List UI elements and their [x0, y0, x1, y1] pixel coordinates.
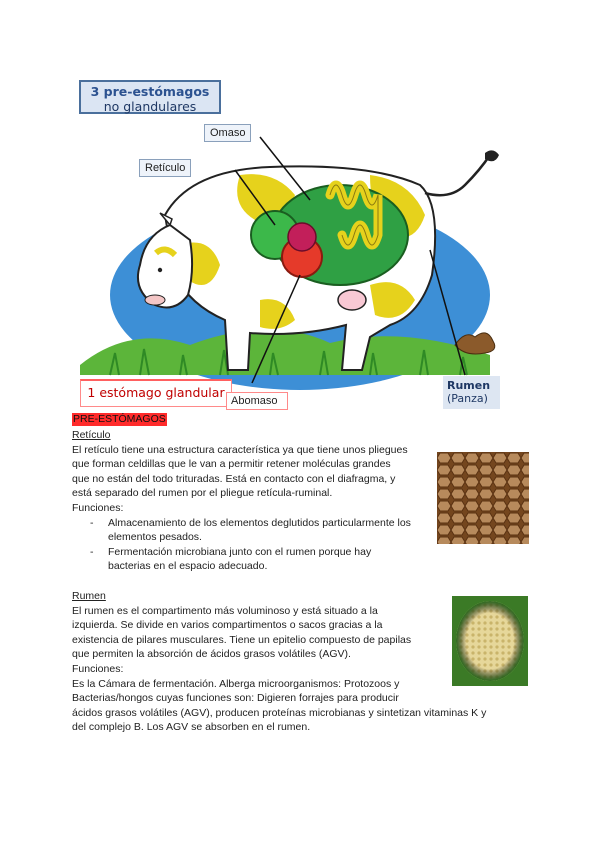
- bullet-dash: -: [90, 516, 94, 529]
- reticulo-section: [72, 428, 452, 574]
- rumen-line-4: que permiten la absorción de ácidos grasos volátiles (AGV).: [72, 648, 351, 661]
- bullet-2-line-2: bacterias en el espacio adecuado.: [108, 560, 268, 573]
- rumen-line-6: Es la Cámara de fermentación. Alberga microorganismos: Protozoos y: [72, 677, 400, 690]
- rumen-functions-label: Funciones:: [72, 662, 124, 675]
- label-rumen: [443, 376, 500, 409]
- reticulo-line-3: que no están del todo trituradas. Está en contacto con el diafragma, y: [72, 472, 396, 485]
- label-reticulo: Retículo: [139, 159, 191, 177]
- rumen-line-9: del complejo B. Los AGV se absorben en el rumen.: [72, 721, 311, 734]
- rumen-line-3: existencia de pilares musculares. Tiene un epitelio compuesto de papilas: [72, 633, 412, 646]
- rumen-photo: [452, 596, 528, 686]
- reticulo-photo: [437, 452, 529, 544]
- reticulo-bullet-2: [72, 545, 452, 574]
- tail: [425, 155, 490, 195]
- label-omaso: Omaso: [204, 124, 251, 142]
- rumen-line-1: El rumen es el compartimento más voluminoso y está situado a la: [72, 604, 378, 617]
- rumen-line-8: ácidos grasos volátiles (AGV), producen proteínas microbianas y sintetizan vitaminas K y: [72, 706, 487, 719]
- reticulo-line-2: que forman celdillas que le van a permitir retener moléculas grandes: [72, 458, 391, 471]
- udder: [338, 290, 366, 310]
- reticulo-bullet-1: [72, 516, 452, 545]
- rumen-heading: Rumen: [72, 590, 106, 602]
- section-heading: PRE-ESTÓMAGOS: [73, 413, 166, 425]
- reticulo-line-1: El retículo tiene una estructura característica ya que tiene unos pliegues: [72, 443, 408, 456]
- label-rumen-title: Rumen: [447, 379, 491, 392]
- bullet-1-line-1: Almacenamiento de los elementos deglutidos particularmente los: [108, 516, 411, 529]
- reticulo-line-4: está separado del rumen por el pliegue retícula-ruminal.: [72, 487, 333, 500]
- title-box: [79, 80, 221, 114]
- label-glandular: 1 estómago glandular: [80, 379, 232, 407]
- rumen-line-2: izquierda. Se divide en varios compartimentos o sacos gracias a la: [72, 619, 383, 632]
- title-bold: 3 pre-estómagos: [90, 84, 210, 99]
- reticulo-functions-label: Funciones:: [72, 501, 124, 514]
- cow-illustration: [70, 75, 510, 410]
- rumen-line-7: Bacterias/hongos cuyas funciones son: Digieren forrajes para producir: [72, 692, 399, 705]
- label-abomaso: Abomaso: [226, 392, 288, 410]
- bullet-1-line-2: elementos pesados.: [108, 531, 202, 544]
- bullet-2-line-1: Fermentación microbiana junto con el rumen porque hay: [108, 545, 372, 558]
- cow-head: [138, 225, 192, 307]
- bullet-dash: -: [90, 545, 94, 558]
- title-rest: no glandulares: [103, 99, 197, 114]
- rumen-section: [72, 589, 512, 735]
- reticulo-heading: Retículo: [72, 429, 111, 441]
- label-rumen-panza: (Panza): [447, 392, 488, 405]
